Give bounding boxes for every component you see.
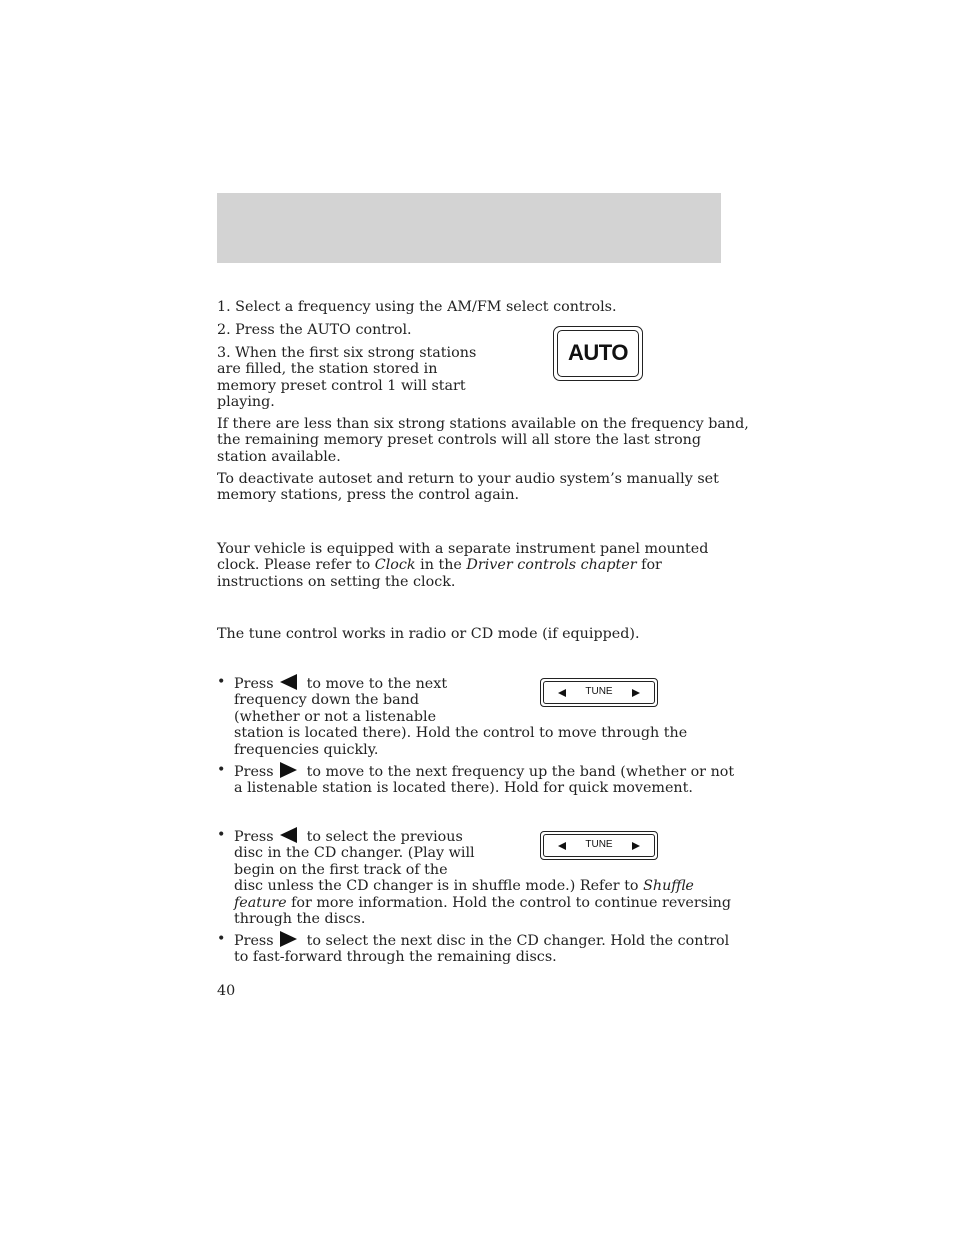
text-run: for more information. Hold the control to continue reversing	[286, 894, 731, 911]
clock-paragraph	[217, 541, 708, 590]
cd-next-disc-item	[234, 931, 729, 966]
paragraph-line: the remaining memory preset controls will all store the last strong	[217, 432, 702, 449]
paragraph-line: station available.	[217, 448, 341, 465]
text-run: to select the previous	[306, 829, 463, 845]
bullet: •	[217, 674, 226, 690]
header-band	[217, 193, 721, 263]
bullet-line: through the discs.	[234, 911, 366, 928]
tune-right-arrow-icon	[632, 689, 640, 697]
auto-button-illustration	[553, 326, 643, 381]
autoset-paragraph-2	[217, 471, 719, 504]
tune-intro: The tune control works in radio or CD mode (if equipped).	[217, 626, 640, 642]
tune-right-arrow-icon	[632, 842, 640, 850]
bullet-line	[234, 895, 731, 911]
bullet-line: begin on the first track of the	[234, 861, 448, 878]
paragraph-line: Your vehicle is equipped with a separate instrument panel mounted	[217, 541, 709, 557]
text-run: to move to the next frequency up the band (whether or not	[306, 764, 735, 780]
left-arrow-icon	[280, 827, 297, 843]
bullet: •	[217, 762, 226, 778]
left-arrow-icon	[280, 674, 297, 690]
text-run: in the	[415, 557, 467, 574]
bullet-line: station is located there). Hold the control to move through the	[234, 725, 688, 742]
text-run: Press	[234, 676, 274, 692]
paragraph-line: To deactivate autoset and return to your audio system’s manually set	[217, 471, 719, 487]
step-3-line: playing.	[217, 394, 275, 411]
text-run: Press	[234, 764, 274, 780]
bullet: •	[217, 827, 226, 843]
clock-reference: Clock	[374, 557, 416, 574]
shuffle-reference: Shuffle	[643, 878, 694, 895]
paragraph-line: memory stations, press the control again.	[217, 487, 520, 504]
step-3-line: are filled, the station stored in	[217, 361, 438, 378]
bullet-line: frequency down the band	[234, 692, 419, 709]
paragraph-line: instructions on setting the clock.	[217, 573, 456, 590]
text-run: Press	[234, 933, 274, 949]
text-run: Press	[234, 829, 274, 845]
bullet: •	[217, 931, 226, 947]
paragraph-line: If there are less than six strong stations available on the frequency band,	[217, 416, 749, 432]
tune-button-face	[543, 681, 655, 704]
radio-seek-up-item	[234, 762, 734, 797]
tune-left-arrow-icon	[558, 842, 566, 850]
text-run: clock. Please refer to	[217, 557, 375, 574]
tune-button-illustration	[540, 831, 658, 860]
bullet-line	[234, 931, 729, 949]
bullet-line	[234, 762, 734, 780]
tune-left-arrow-icon	[558, 689, 566, 697]
bullet-line: to fast-forward through the remaining discs.	[234, 949, 557, 966]
shuffle-reference: feature	[234, 894, 287, 911]
auto-button-label: AUTO	[557, 330, 639, 377]
tune-button-illustration	[540, 678, 658, 707]
chapter-reference: Driver controls chapter	[466, 557, 637, 574]
bullet-line: a listenable station is located there). Hold for quick movement.	[234, 780, 693, 797]
tune-button-face	[543, 834, 655, 857]
text-run: to move to the next	[306, 676, 448, 692]
bullet-line: (whether or not a listenable	[234, 708, 437, 725]
bullet-line	[234, 878, 731, 894]
right-arrow-icon	[280, 762, 297, 778]
paragraph-line	[217, 557, 708, 573]
step-3-line: memory preset control 1 will start	[217, 377, 466, 394]
step-3-line: 3. When the first six strong stations	[217, 345, 477, 361]
step-1: 1. Select a frequency using the AM/FM select controls.	[217, 299, 617, 315]
page-number: 40	[217, 983, 236, 999]
tune-button-label: TUNE	[585, 839, 613, 851]
bullet-line: disc in the CD changer. (Play will	[234, 845, 475, 862]
step-3	[217, 345, 476, 411]
autoset-paragraph-1	[217, 416, 749, 465]
text-run: to select the next disc in the CD changer. Hold the control	[306, 933, 730, 949]
step-2: 2. Press the AUTO control.	[217, 322, 412, 338]
text-run: for	[636, 557, 662, 574]
right-arrow-icon	[280, 931, 297, 947]
bullet-line: frequencies quickly.	[234, 741, 379, 758]
text-run: disc unless the CD changer is in shuffle mode.) Refer to	[234, 878, 644, 895]
tune-button-label: TUNE	[585, 686, 613, 698]
